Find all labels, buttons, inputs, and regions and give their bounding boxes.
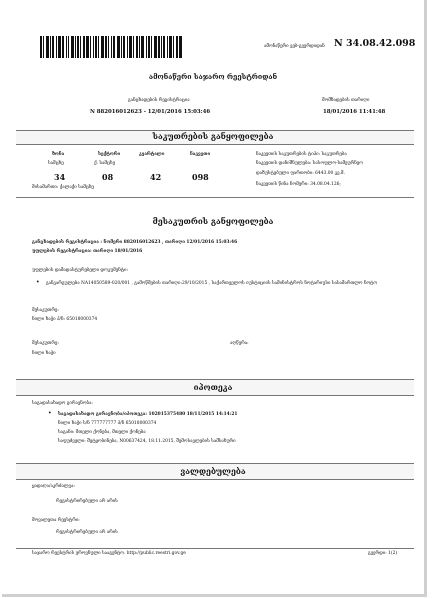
seizure-value: რეგისტრირებული არ არის: [56, 499, 118, 504]
bullet-icon: •: [36, 279, 40, 286]
lien-section-title: ვალდებულება: [180, 466, 246, 476]
debtor-registry-value: რეგისტრირებული არ არის: [56, 530, 118, 535]
share-label: აღწერა:: [230, 341, 249, 346]
barcode: [40, 36, 230, 58]
owner-label: მესაკუთრე:: [32, 308, 59, 313]
footer-source: საჯარო რეესტრის ეროვნული სააგენტო. http://public.reestri.gov.ge: [32, 551, 186, 556]
parcel-label: ნაკვეთი: [190, 152, 211, 157]
basis-text: განკარგულება NA14050589-020/001 , გამოწმების თარიღი:29/10/2015 , საქართველოს იუსტიციის სამინისტროს ნოტარიუსი სასამართლო ნოტო: [46, 281, 378, 286]
quarter-value: 42: [150, 172, 162, 182]
ownership-type: ნაკვეთის საკუთრების ტიპი: საკუთრება: [256, 152, 347, 157]
mortgage-item-line1: საგადასახადო გირავნობა/იპოთეკა: 102015375480 18/11/2015 14:14:21: [58, 412, 238, 417]
mortgage-sub-label: საგადასახადო გირავნობა:: [32, 401, 93, 406]
code-label: ამონაწერი ვებ-გვერდიდან: [264, 44, 325, 49]
land-area: დაზუსტებული ფართობი: 6443.00 კვ.მ.: [256, 171, 345, 176]
property-address: მისამართი: ქალაქი სამცხე: [32, 185, 94, 190]
sector-sub: ქ. სამცხე: [94, 161, 116, 166]
property-section-title: საკუთრების განყოფილება: [152, 131, 274, 141]
previous-number: ნაკვეთის წინა ნომერი: 34.08.04.126;: [256, 182, 341, 187]
registration-label: განცხადების რეგისტრაცია: [128, 98, 190, 103]
preparation-label: მომზადების თარიღი: [322, 98, 370, 103]
sector-label: სექტორი: [98, 152, 121, 157]
registration-value: N 882016012623 - 12/01/2016 15:03:46: [90, 109, 211, 115]
owner-section-title: მესაკუთრის განყოფილება: [152, 216, 274, 226]
preparation-value: 18/01/2016 11:41:48: [323, 109, 386, 115]
owner2-value: ნილი ხაჭი: [32, 351, 56, 356]
parcel-value: 098: [192, 172, 209, 182]
zone-sub: სამცხე: [48, 161, 64, 166]
basis-label: უფლების დამადასტურებელი დოკუმენტი:: [32, 268, 128, 273]
debtor-registry-label: მოვალეთა რეესტრი:: [32, 518, 80, 523]
application-line: განცხადების რეგისტრაცია : ნომერი 882016012623 , თარიღი 12/01/2016 15:03:46: [32, 240, 238, 245]
owner2-label: მესაკუთრე:: [32, 341, 59, 346]
rights-registration-date: უფლების რეგისტრაცია: თარიღი 18/01/2016: [32, 249, 143, 254]
owner-value: ნილი ხაჭი პ/ნ: 65018000374: [32, 317, 98, 322]
sector-value: 08: [102, 172, 114, 182]
quarter-label: კვარტალი: [139, 152, 165, 157]
mortgage-item-line2: ნილი ხაჭი ს/ნ 777777777 პ/ნ 65018000374: [58, 421, 157, 426]
seizure-label: ყადაღა/აკრძალვა:: [32, 484, 75, 489]
divider: [16, 197, 414, 198]
mortgage-section-title: იპოთეკა: [193, 382, 233, 392]
zone-label: ზონა: [52, 152, 65, 157]
mortgage-item-line4: საფუძველი: შეტყობინება, N00637424, 18.11.2015, შემოსავლების სამსახური: [58, 439, 236, 444]
page-number: გვერდი: 1(2): [368, 551, 398, 556]
footer-divider: [16, 548, 414, 549]
land-purpose: ნაკვეთის დანიშნულება: სასოფლო-სამეურნეო: [256, 161, 363, 166]
bullet-icon: •: [48, 410, 52, 417]
zone-value: 34: [54, 172, 66, 182]
document-title: ამონაწერი საჯარო რეესტრიდან: [148, 72, 278, 81]
document-page: [2, 0, 427, 597]
document-number: N 34.08.42.098: [334, 38, 416, 49]
mortgage-item-line3: საგანი: მთელი ქონება, მთელი ქონება: [58, 430, 146, 435]
